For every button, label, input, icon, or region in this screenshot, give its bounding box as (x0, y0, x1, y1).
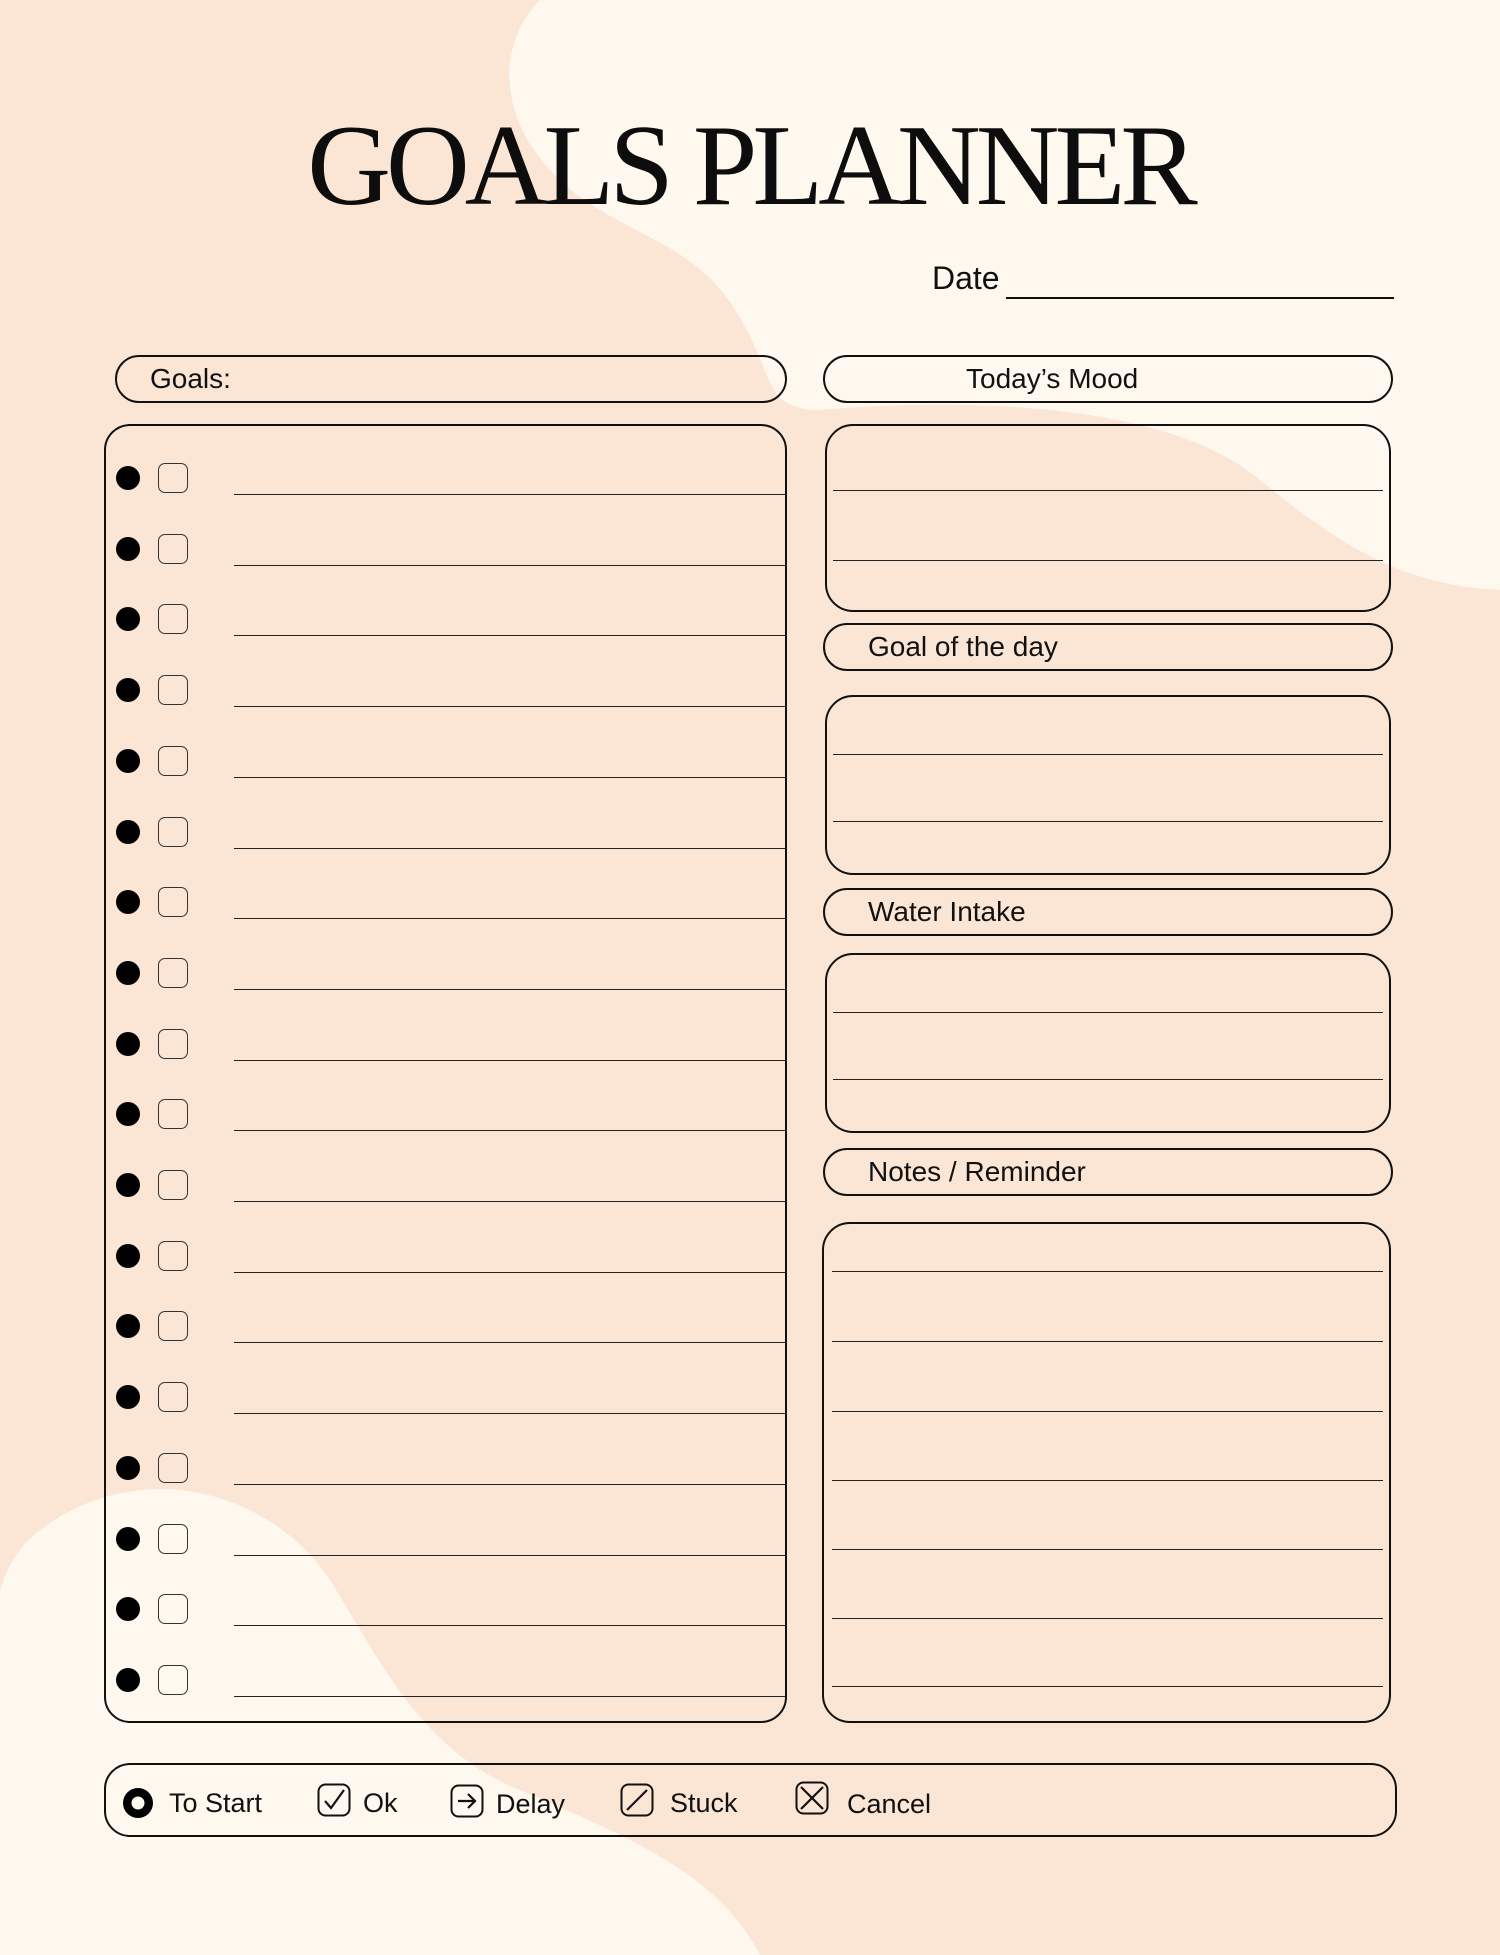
mood-label: Today’s Mood (966, 363, 1139, 394)
goal-checkbox[interactable] (158, 1099, 188, 1129)
bullet-dot-icon (116, 1032, 140, 1056)
goal-checkbox[interactable] (158, 1382, 188, 1412)
bullet-dot-icon (116, 1385, 140, 1409)
goal-writing-line (234, 1130, 785, 1131)
goal-checkbox[interactable] (158, 1311, 188, 1341)
goal-writing-line (234, 989, 785, 990)
goal-checkbox[interactable] (158, 1453, 188, 1483)
goal-row[interactable] (106, 450, 785, 506)
goal-writing-line (234, 565, 785, 566)
goal-checkbox[interactable] (158, 1170, 188, 1200)
writing-line (833, 754, 1383, 755)
goal-checkbox[interactable] (158, 1665, 188, 1695)
goal-checkbox[interactable] (158, 1524, 188, 1554)
goal-writing-line (234, 1625, 785, 1626)
legend-label-delay: Delay (496, 1789, 566, 1819)
writing-line (833, 1079, 1383, 1080)
bullet-dot-icon (116, 1597, 140, 1621)
goal-writing-line (234, 635, 785, 636)
goal-checkbox[interactable] (158, 1594, 188, 1624)
goal-row[interactable] (106, 521, 785, 577)
goal-row[interactable] (106, 1016, 785, 1072)
date-label: Date (932, 260, 1000, 296)
goal-checkbox[interactable] (158, 1241, 188, 1271)
bullet-dot-icon (116, 890, 140, 914)
goal-of-day-box[interactable] (825, 695, 1391, 875)
legend-label-ok: Ok (363, 1788, 398, 1818)
bullet-dot-icon (116, 607, 140, 631)
writing-line (832, 1271, 1383, 1272)
goal-writing-line (234, 1484, 785, 1485)
goal-writing-line (234, 1696, 785, 1697)
bullet-dot-icon (116, 1456, 140, 1480)
goal-writing-line (234, 706, 785, 707)
legend-label-cancel: Cancel (847, 1789, 932, 1819)
goal-row[interactable] (106, 1511, 785, 1567)
bullet-dot-icon (116, 537, 140, 561)
legend-label-to-start: To Start (169, 1788, 263, 1818)
writing-line (832, 1411, 1383, 1412)
bullet-dot-icon (116, 1102, 140, 1126)
status-legend (104, 1763, 1397, 1837)
goal-row[interactable] (106, 1228, 785, 1284)
writing-line (832, 1618, 1383, 1619)
writing-line (832, 1480, 1383, 1481)
goal-checkbox[interactable] (158, 534, 188, 564)
writing-line (832, 1549, 1383, 1550)
goal-of-day-label: Goal of the day (868, 631, 1058, 662)
goal-writing-line (234, 1555, 785, 1556)
ring-icon (122, 1787, 154, 1819)
goal-writing-line (234, 494, 785, 495)
bullet-dot-icon (116, 1527, 140, 1551)
checkbox-check-icon (317, 1783, 351, 1817)
goal-row[interactable] (106, 1157, 785, 1213)
goal-row[interactable] (106, 1440, 785, 1496)
goal-row[interactable] (106, 1298, 785, 1354)
goal-row[interactable] (106, 591, 785, 647)
goal-row[interactable] (106, 874, 785, 930)
notes-label: Notes / Reminder (868, 1156, 1086, 1187)
goal-checkbox[interactable] (158, 817, 188, 847)
notes-header (823, 1148, 1393, 1196)
goals-label: Goals: (150, 363, 231, 394)
goal-row[interactable] (106, 662, 785, 718)
goals-list-box (104, 424, 787, 1723)
water-header (823, 888, 1393, 936)
goal-of-day-header (823, 623, 1393, 671)
goal-checkbox[interactable] (158, 463, 188, 493)
bullet-dot-icon (116, 1244, 140, 1268)
bullet-dot-icon (116, 1668, 140, 1692)
checkbox-arrow-icon (450, 1784, 484, 1818)
checkbox-x-icon (795, 1781, 829, 1815)
checkbox-slash-icon (620, 1783, 654, 1817)
notes-box[interactable] (822, 1222, 1391, 1723)
bullet-dot-icon (116, 678, 140, 702)
bullet-dot-icon (116, 961, 140, 985)
goal-writing-line (234, 1272, 785, 1273)
water-box[interactable] (825, 953, 1391, 1133)
goal-row[interactable] (106, 1652, 785, 1708)
bullet-dot-icon (116, 1314, 140, 1338)
goal-checkbox[interactable] (158, 675, 188, 705)
mood-box[interactable] (825, 424, 1391, 612)
date-line (1006, 297, 1394, 299)
goal-checkbox[interactable] (158, 1029, 188, 1059)
legend-label-stuck: Stuck (670, 1788, 738, 1818)
bullet-dot-icon (116, 466, 140, 490)
goal-writing-line (234, 918, 785, 919)
goal-row[interactable] (106, 1086, 785, 1142)
goals-header (115, 355, 787, 403)
goal-writing-line (234, 1060, 785, 1061)
water-label: Water Intake (868, 896, 1026, 927)
writing-line (832, 1341, 1383, 1342)
writing-line (832, 1686, 1383, 1687)
goal-row[interactable] (106, 733, 785, 789)
bullet-dot-icon (116, 1173, 140, 1197)
goal-writing-line (234, 777, 785, 778)
goal-writing-line (234, 1413, 785, 1414)
goal-row[interactable] (106, 945, 785, 1001)
goal-writing-line (234, 1201, 785, 1202)
page-title: GOALS PLANNER (307, 102, 1193, 230)
goal-checkbox[interactable] (158, 887, 188, 917)
goal-row[interactable] (106, 804, 785, 860)
bullet-dot-icon (116, 820, 140, 844)
goal-checkbox[interactable] (158, 958, 188, 988)
date-field[interactable] (932, 260, 1394, 302)
writing-line (833, 821, 1383, 822)
goal-checkbox[interactable] (158, 604, 188, 634)
mood-header (823, 355, 1393, 403)
writing-line (833, 1012, 1383, 1013)
goal-row[interactable] (106, 1581, 785, 1637)
goal-writing-line (234, 848, 785, 849)
bullet-dot-icon (116, 749, 140, 773)
goal-writing-line (234, 1342, 785, 1343)
goal-checkbox[interactable] (158, 746, 188, 776)
writing-line (833, 490, 1383, 491)
goal-row[interactable] (106, 1369, 785, 1425)
writing-line (833, 560, 1383, 561)
